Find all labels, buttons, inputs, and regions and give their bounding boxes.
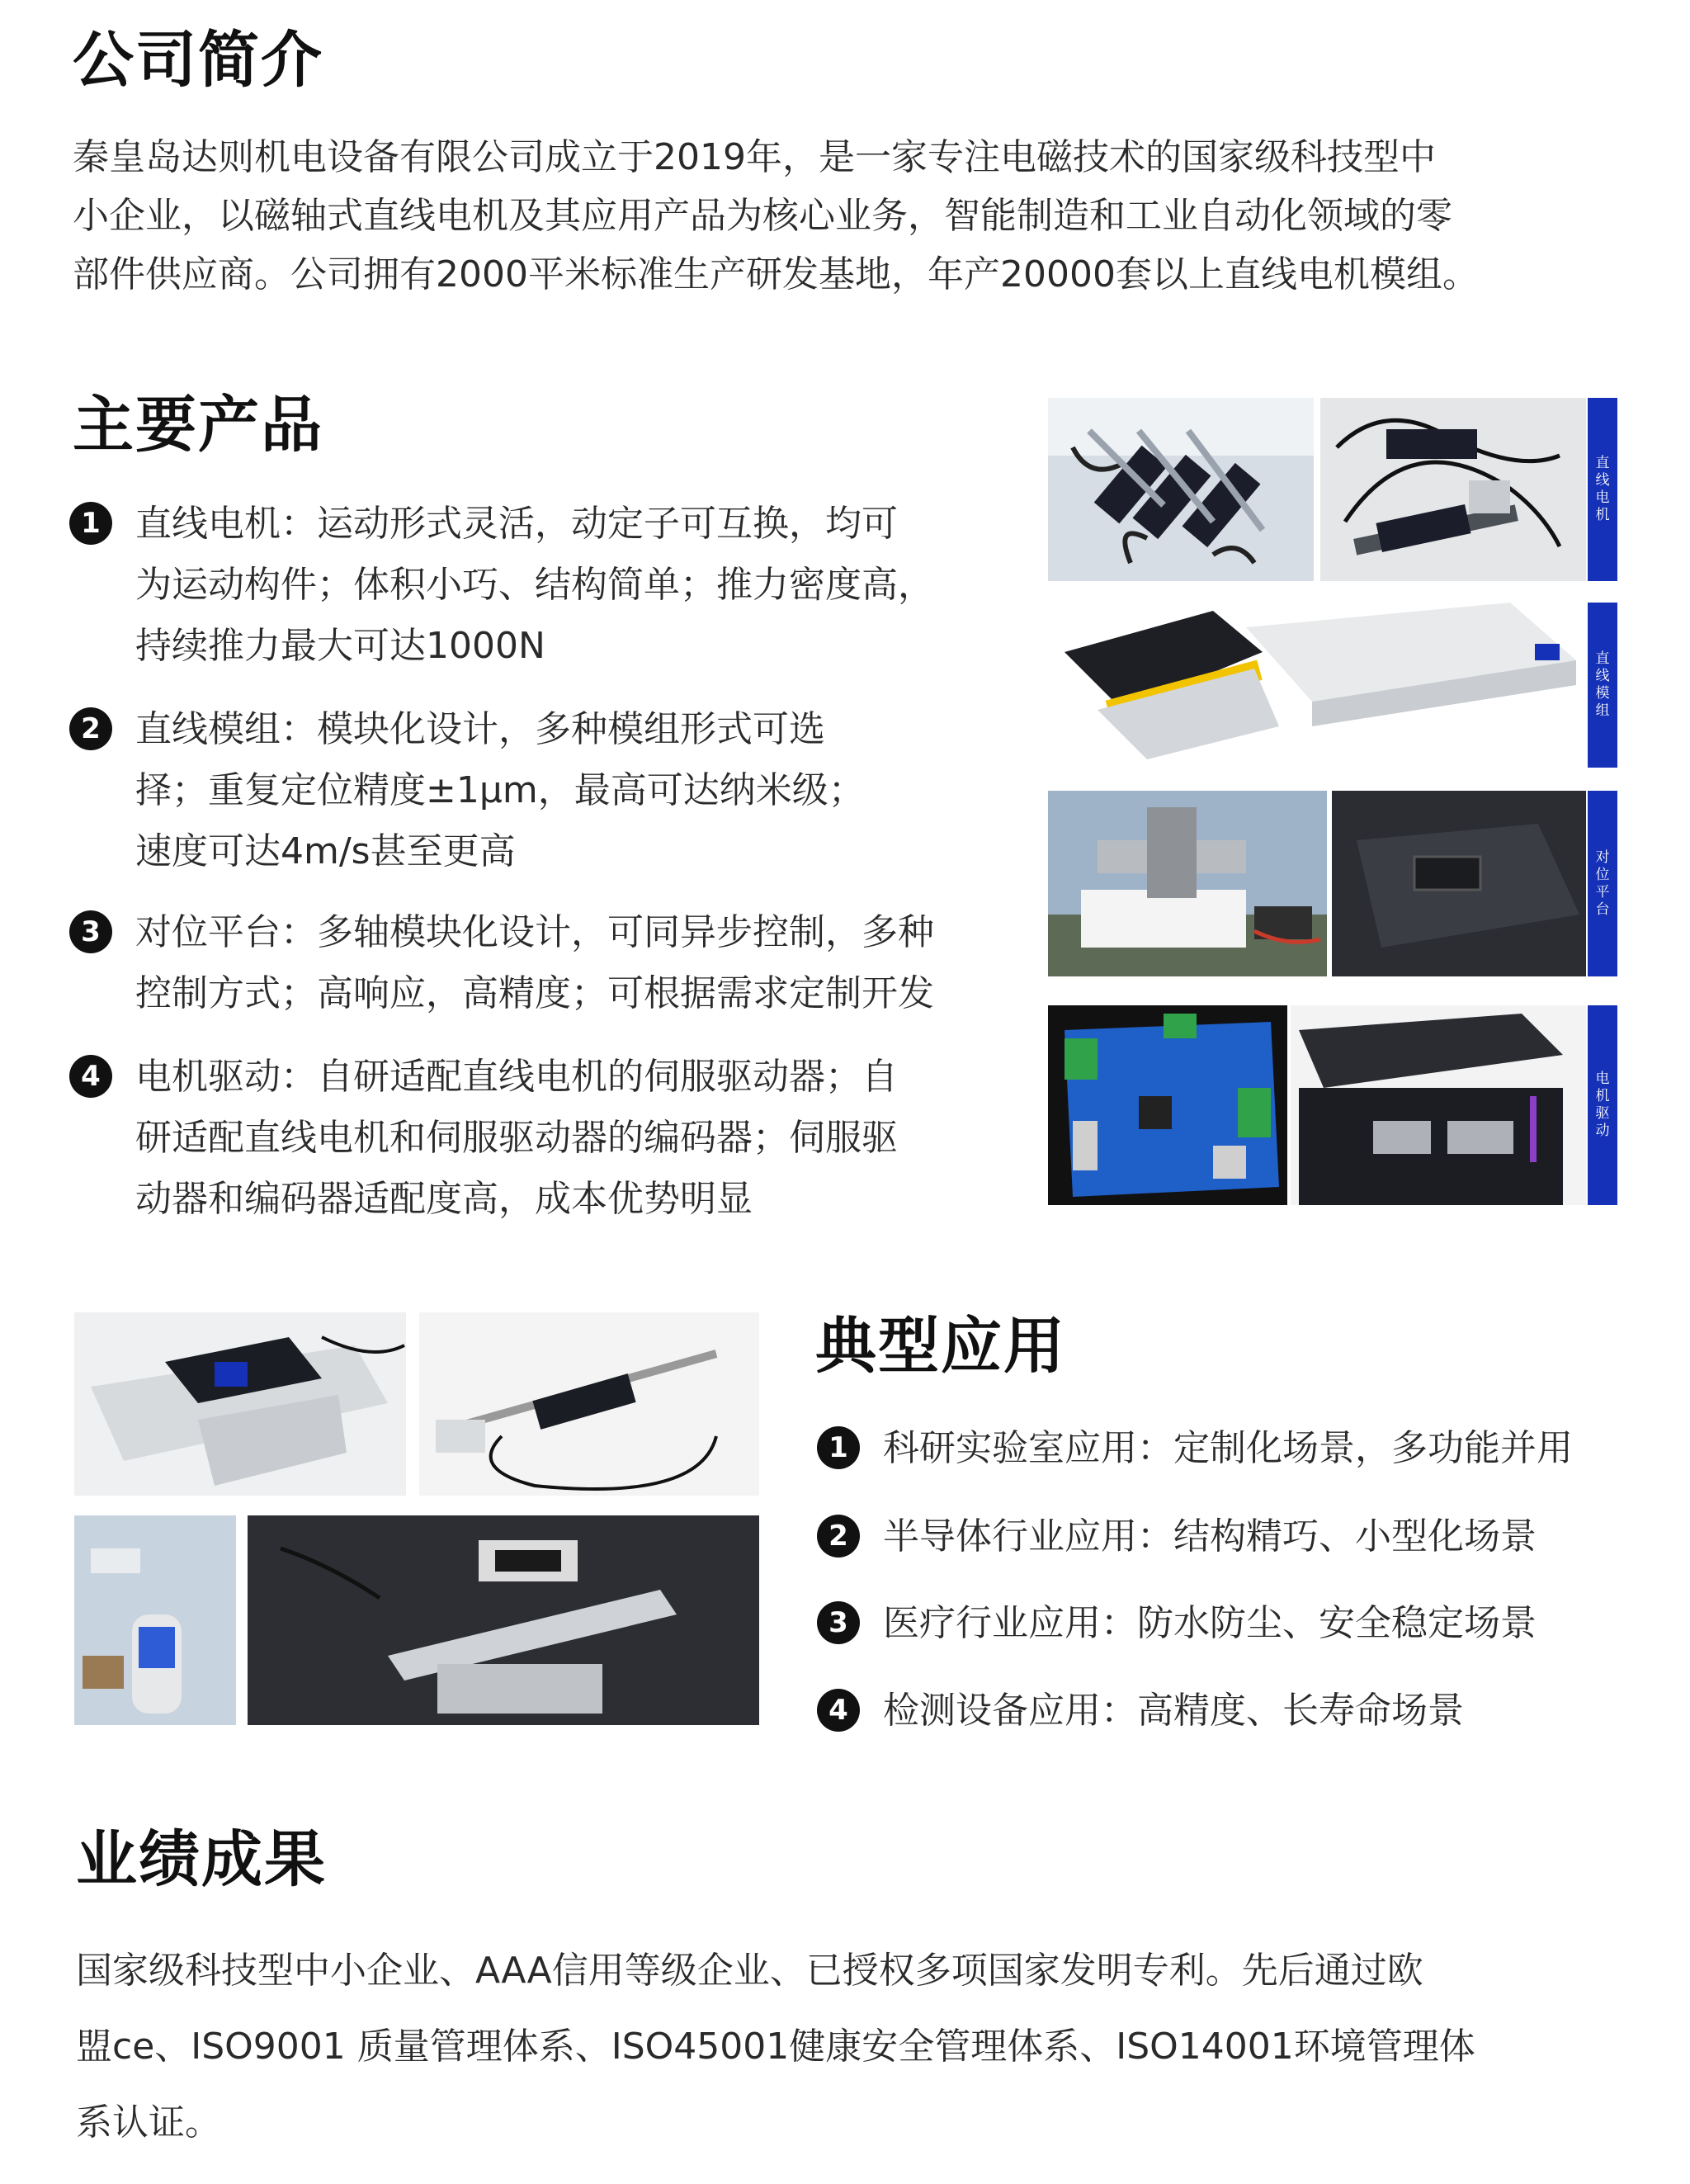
tab-alignment-platform xyxy=(1588,791,1617,976)
number-3-icon: 3 xyxy=(817,1601,860,1644)
tab-label: 对位平台 xyxy=(1595,849,1610,918)
product-line: 直线电机：运动形式灵活，动定子可互换，均可 xyxy=(135,503,898,545)
application-item-3 xyxy=(817,1593,1642,1659)
application-photo-1 xyxy=(74,1312,406,1496)
achievements-line: 国家级科技型中小企业、AAA信用等级企业、已授权多项国家发明专利。先后通过欧 xyxy=(76,1950,1423,1992)
alignment-platform-photo-1 xyxy=(1048,791,1327,976)
number-1-icon: 1 xyxy=(69,502,112,545)
product-line: 控制方式；高响应，高精度；可根据需求定制开发 xyxy=(135,972,934,1014)
product-item-1 xyxy=(69,494,1010,683)
product-item-text xyxy=(135,494,934,677)
linear-motor-photo-1 xyxy=(1048,398,1314,581)
products-heading: 主要产品 xyxy=(73,390,323,461)
application-item-4 xyxy=(817,1681,1642,1747)
tab-motor-drive xyxy=(1588,1005,1617,1205)
application-item-text: 半导体行业应用：结构精巧、小型化场景 xyxy=(883,1515,1537,1558)
product-item-text xyxy=(135,699,865,882)
number-4-icon: 4 xyxy=(69,1055,112,1098)
product-item-text xyxy=(135,1047,898,1230)
applications-heading: 典型应用 xyxy=(815,1311,1066,1382)
product-line: 直线模组：模块化设计，多种模组形式可选 xyxy=(135,708,825,750)
tab-linear-module xyxy=(1588,603,1617,768)
intro-line: 小企业，以磁轴式直线电机及其应用产品为核心业务，智能制造和工业自动化领域的零 xyxy=(73,195,1452,237)
product-item-4 xyxy=(69,1047,1010,1236)
intro-heading: 公司简介 xyxy=(73,25,323,96)
application-item-1 xyxy=(817,1418,1642,1484)
linear-module-photo xyxy=(1048,603,1586,768)
number-3-icon: 3 xyxy=(69,910,112,953)
product-line: 对位平台：多轴模块化设计，可同异步控制，多种 xyxy=(135,911,934,953)
tab-label: 直线模组 xyxy=(1595,650,1610,719)
application-item-text: 医疗行业应用：防水防尘、安全稳定场景 xyxy=(883,1602,1537,1644)
product-line: 速度可达4m/s甚至更高 xyxy=(135,830,516,872)
application-item-text: 科研实验室应用：定制化场景，多功能并用 xyxy=(883,1427,1573,1469)
achievements-line: 盟ce、ISO9001 质量管理体系、ISO45001健康安全管理体系、ISO14001环境管理体 xyxy=(76,2026,1475,2068)
motor-drive-pcb-photo xyxy=(1048,1005,1287,1205)
product-line: 动器和编码器适配度高，成本优势明显 xyxy=(135,1178,753,1220)
product-line: 为运动构件；体积小巧、结构简单；推力密度高， xyxy=(135,564,934,606)
number-2-icon: 2 xyxy=(817,1515,860,1558)
achievements-paragraph xyxy=(76,1933,1644,2161)
intro-paragraph xyxy=(73,128,1624,304)
product-line: 持续推力最大可达1000N xyxy=(135,625,545,667)
application-item-2 xyxy=(817,1506,1642,1572)
product-line: 电机驱动：自研适配直线电机的伺服驱动器；自 xyxy=(135,1056,898,1098)
tab-label: 电机驱动 xyxy=(1595,1071,1610,1139)
alignment-platform-photo-2 xyxy=(1332,791,1586,976)
achievements-heading: 业绩成果 xyxy=(76,1824,327,1895)
number-1-icon: 1 xyxy=(817,1426,860,1469)
application-photo-4 xyxy=(248,1515,759,1725)
application-item-text: 检测设备应用：高精度、长寿命场景 xyxy=(883,1690,1464,1732)
product-item-2 xyxy=(69,699,1010,889)
application-photo-2 xyxy=(419,1312,759,1496)
linear-motor-photo-2 xyxy=(1320,398,1586,581)
product-line: 研适配直线电机和伺服驱动器的编码器；伺服驱 xyxy=(135,1117,898,1159)
achievements-line: 系认证。 xyxy=(76,2101,221,2144)
product-item-3 xyxy=(69,902,1010,1034)
intro-line: 秦皇岛达则机电设备有限公司成立于2019年，是一家专注电磁技术的国家级科技型中 xyxy=(73,136,1436,178)
product-line: 择；重复定位精度±1μm，最高可达纳米级； xyxy=(135,769,865,811)
number-4-icon: 4 xyxy=(817,1689,860,1732)
product-item-text xyxy=(135,902,934,1024)
motor-drive-box-photo xyxy=(1291,1005,1586,1205)
application-photo-3 xyxy=(74,1515,236,1725)
tab-label: 直线电机 xyxy=(1595,455,1610,523)
intro-line: 部件供应商。公司拥有2000平米标准生产研发基地，年产20000套以上直线电机模组。 xyxy=(73,253,1479,295)
number-2-icon: 2 xyxy=(69,707,112,750)
tab-linear-motor xyxy=(1588,398,1617,581)
